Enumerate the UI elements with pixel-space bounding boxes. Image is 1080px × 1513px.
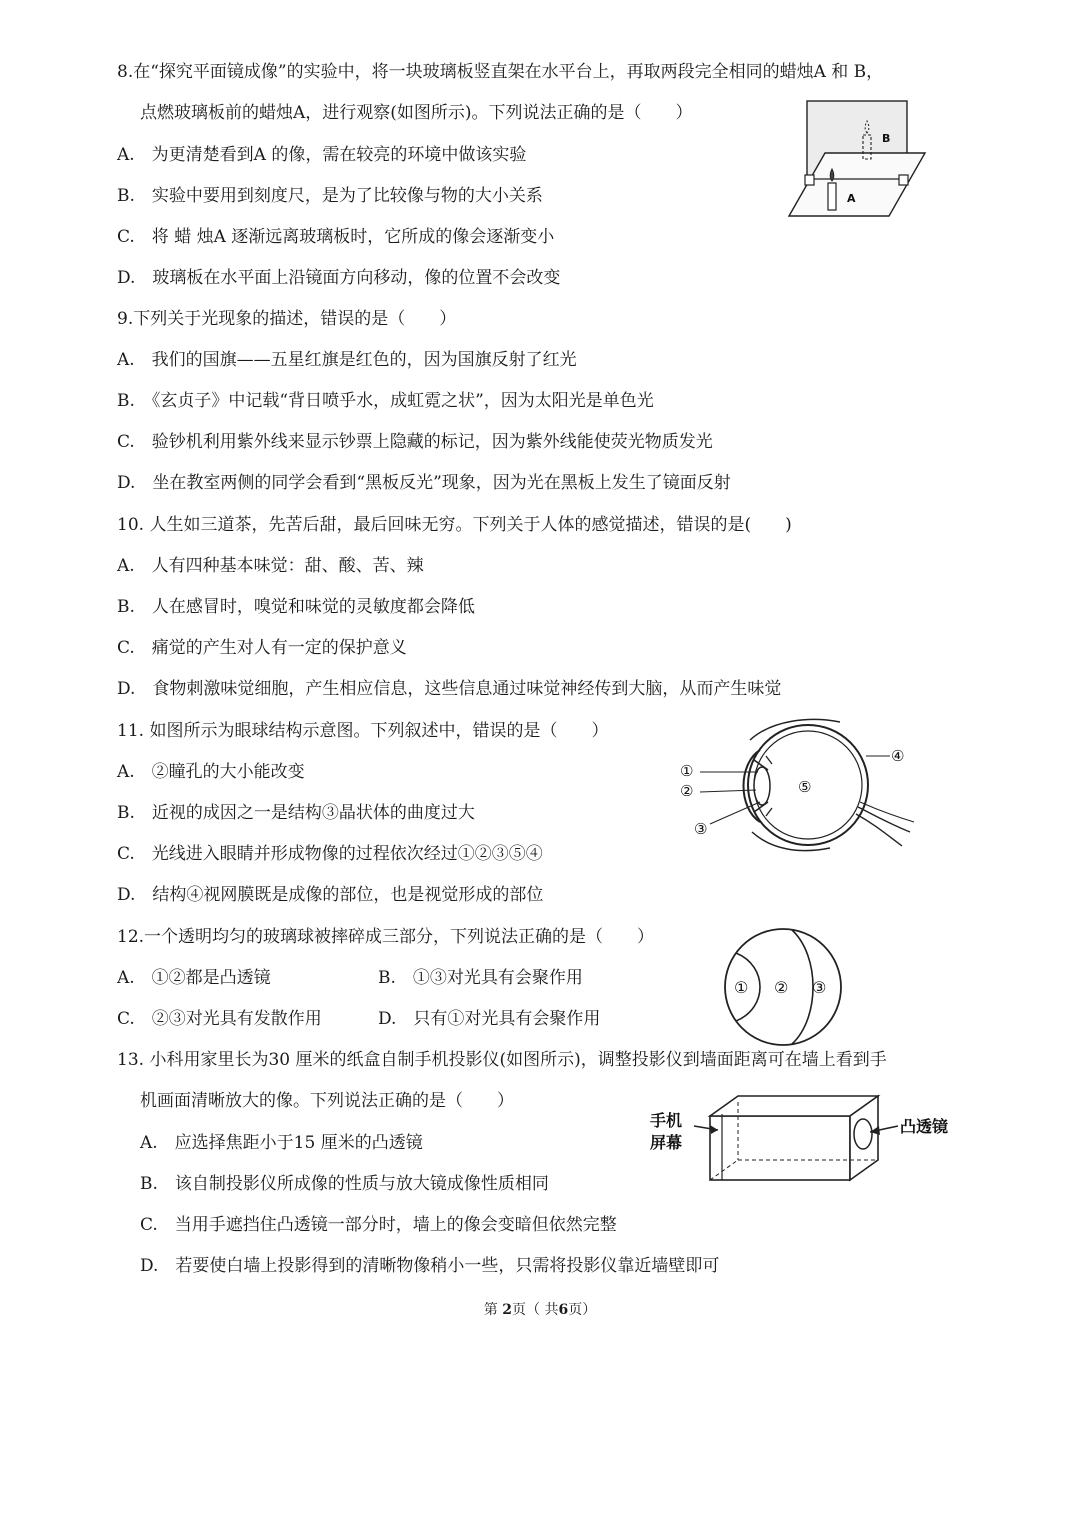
label-4: ④ — [891, 747, 905, 765]
label-a: A — [847, 192, 856, 205]
q9-option-d: D. 坐在教室两侧的同学会看到“黑板反光”现象，因为光在黑板上发生了镜面反射 — [117, 473, 731, 493]
q9-option-a: A. 我们的国旗——五星红旗是红色的，因为国旗反射了红光 — [117, 350, 577, 370]
q10-option-d: D. 食物刺激味觉细胞，产生相应信息，这些信息通过味觉神经传到大脑，从而产生味觉 — [117, 679, 782, 699]
q11-option-c: C. 光线进入眼睛并形成物像的过程依次经过①②③⑤④ — [117, 844, 543, 864]
label-b: B — [882, 132, 891, 145]
footer-total-pages: 6 — [558, 1302, 569, 1318]
label-1: ① — [734, 978, 749, 997]
label-3: ③ — [812, 978, 827, 997]
phone-projector-figure — [648, 1092, 963, 1187]
q13-option-c: C. 当用手遮挡住凸透镜一部分时，墙上的像会变暗但依然完整 — [140, 1215, 617, 1235]
footer-page-number: 2 — [502, 1302, 512, 1318]
q10-stem: 10. 人生如三道茶，先苦后甜，最后回味无穷。下列关于人体的感觉描述，错误的是( ) — [117, 515, 792, 535]
label-screen: 屏幕 — [650, 1133, 683, 1152]
q13-option-b: B. 该自制投影仪所成像的性质与放大镜成像性质相同 — [140, 1174, 549, 1194]
q8-option-d: D. 玻璃板在水平面上沿镜面方向移动，像的位置不会改变 — [117, 268, 561, 288]
q11-option-a: A. ②瞳孔的大小能改变 — [117, 762, 305, 782]
q8-stem-line-2: 点燃玻璃板前的蜡烛A，进行观察(如图所示)。下列说法正确的是（ ） — [140, 103, 693, 123]
q10-option-c: C. 痛觉的产生对人有一定的保护意义 — [117, 638, 407, 658]
q13-stem-line-1: 13. 小科用家里长为30 厘米的纸盒自制手机投影仪(如图所示)，调整投影仪到墙面距离可在墙上看到手 — [117, 1050, 887, 1070]
broken-glass-ball-figure — [722, 926, 846, 1048]
q12-stem: 12.一个透明均匀的玻璃球被摔碎成三部分，下列说法正确的是（ ） — [117, 927, 655, 947]
q13-stem-line-2: 机画面清晰放大的像。下列说法正确的是（ ） — [140, 1091, 514, 1111]
mirror-experiment-figure — [785, 98, 930, 220]
q12-option-b: B. ①③对光具有会聚作用 — [378, 968, 583, 988]
label-convex-lens: 凸透镜 — [900, 1117, 949, 1136]
q9-option-c: C. 验钞机利用紫外线来显示钞票上隐藏的标记，因为紫外线能使荧光物质发光 — [117, 432, 713, 452]
eyeball-structure-figure — [680, 712, 920, 872]
label-5: ⑤ — [798, 778, 812, 796]
q10-option-a: A. 人有四种基本味觉：甜、酸、苦、辣 — [117, 556, 424, 576]
q13-option-a: A. 应选择焦距小于15 厘米的凸透镜 — [140, 1133, 423, 1153]
q9-stem: 9.下列关于光现象的描述，错误的是（ ） — [117, 309, 457, 329]
q8-stem-line-1: 8.在“探究平面镜成像”的实验中，将一块玻璃板竖直架在水平台上，再取两段完全相同的蜡烛A 和 B， — [117, 62, 884, 82]
footer-suffix: 页） — [568, 1302, 597, 1318]
q8-option-c: C. 将 蜡 烛A 逐渐远离玻璃板时，它所成的像会逐渐变小 — [117, 227, 555, 247]
q12-option-c: C. ②③对光具有发散作用 — [117, 1009, 322, 1029]
q13-option-d: D. 若要使白墙上投影得到的清晰物像稍小一些，只需将投影仪靠近墙壁即可 — [140, 1256, 720, 1276]
page-footer — [0, 1300, 1080, 1320]
q8-option-b: B. 实验中要用到刻度尺，是为了比较像与物的大小关系 — [117, 186, 543, 206]
label-2: ② — [774, 978, 789, 997]
footer-middle: 页（ 共 — [512, 1302, 559, 1318]
q12-option-a: A. ①②都是凸透镜 — [117, 968, 271, 988]
label-3: ③ — [694, 820, 708, 838]
q12-option-d: D. 只有①对光具有会聚作用 — [378, 1009, 601, 1029]
q9-option-b: B. 《玄贞子》中记载“背日喷乎水，成虹霓之状”，因为太阳光是单色光 — [117, 391, 654, 411]
q11-option-b: B. 近视的成因之一是结构③晶状体的曲度过大 — [117, 803, 475, 823]
label-1: ① — [680, 762, 694, 780]
label-phone: 手机 — [650, 1111, 683, 1130]
q11-stem: 11. 如图所示为眼球结构示意图。下列叙述中，错误的是（ ） — [117, 721, 609, 741]
q11-option-d: D. 结构④视网膜既是成像的部位，也是视觉形成的部位 — [117, 885, 544, 905]
label-2: ② — [680, 782, 694, 800]
q8-option-a: A. 为更清楚看到A 的像，需在较亮的环境中做该实验 — [117, 145, 527, 165]
q10-option-b: B. 人在感冒时，嗅觉和味觉的灵敏度都会降低 — [117, 597, 475, 617]
footer-prefix: 第 — [483, 1302, 503, 1318]
